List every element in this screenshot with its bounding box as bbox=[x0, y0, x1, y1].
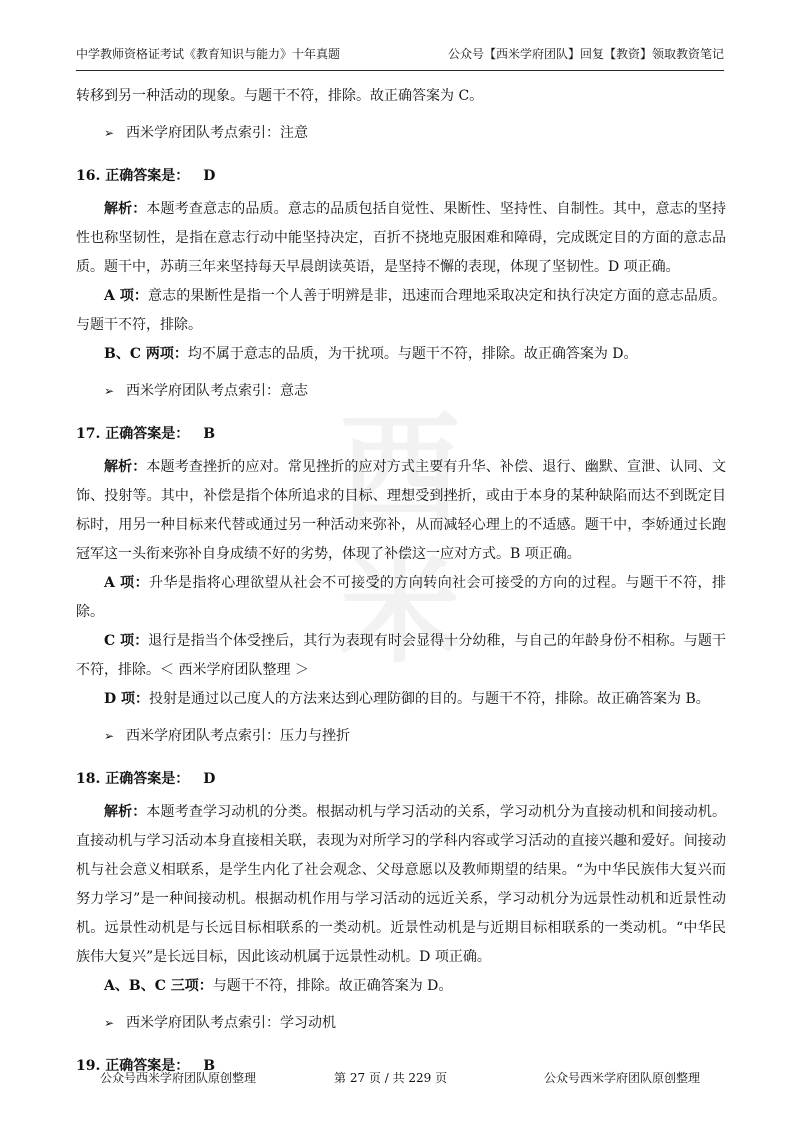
index-line-18: ➢ 西米学府团队考点索引：学习动机 bbox=[76, 1009, 726, 1038]
footer-right: 公众号西米学府团队原创整理 bbox=[543, 1071, 700, 1085]
page-header bbox=[76, 24, 724, 71]
watermark-logo: 西米 bbox=[340, 399, 460, 680]
intro-line: 转移到另一种活动的现象。与题干不符，排除。故正确答案为 C。 bbox=[76, 88, 484, 104]
answer-heading-17: 17. 正确答案是： B bbox=[76, 426, 216, 442]
header-title: 中学教师资格证考试《教育知识与能力》十年真题 bbox=[76, 47, 341, 61]
analysis-17: 解析：本题考查挫折的应对。常见挫折的应对方式主要有升华、补偿、退行、幽默、宣泄、认同、文饰、投射等。其中，补偿是指个体所追求的目标、理想受到挫折，或由于本身的某种缺陷而达不到既定目标时，用另一种目标来代替或通过另一种活动来弥补，从而减轻心理上的不适感。题干中，李娇通过长跑冠军这一头衔来弥补自身成绩不好的劣势，体现了补偿这一应对方式。B 项正确。 bbox=[76, 459, 727, 562]
index-line: ➢ 西米学府团队考点索引：注意 bbox=[76, 119, 726, 148]
option-bc-16: B、C 两项：均不属于意志的品质，为干扰项。与题干不符，排除。故正确答案为 D。 bbox=[104, 346, 638, 362]
footer-left: 公众号西米学府团队原创整理 bbox=[100, 1071, 257, 1085]
option-d-17: D 项：投射是通过以己度人的方法来达到心理防御的目的。与题干不符，排除。故正确答案为 B。 bbox=[104, 691, 710, 707]
arrow-bullet-icon: ➢ bbox=[104, 126, 115, 140]
answer-heading-16: 16. 正确答案是： D bbox=[76, 168, 216, 184]
header-promo: 公众号【西米学府团队】回复【教资】领取教资笔记 bbox=[447, 47, 724, 61]
answer-heading-18: 18. 正确答案是： D bbox=[76, 771, 216, 787]
arrow-bullet-icon: ➢ bbox=[104, 384, 115, 398]
analysis-16: 解析：本题考查意志的品质。意志的品质包括自觉性、果断性、坚持性、自制性。其中，意志的坚持性也称坚韧性，是指在意志行动中能坚持决定，百折不挠地克服困难和障碍，完成既定目的方面的意志品质。题干中，苏萌三年来坚持每天早晨朗读英语，是坚持不懈的表现，体现了坚韧性。D 项正确。 bbox=[76, 201, 727, 275]
arrow-bullet-icon: ➢ bbox=[104, 729, 115, 743]
answer-heading-19: 19. 正确答案是： B bbox=[76, 1058, 216, 1074]
index-line-17: ➢ 西米学府团队考点索引：压力与挫折 bbox=[76, 722, 726, 751]
option-a-16: A 项：意志的果断性是指一个人善于明辨是非，迅速而合理地采取决定和执行决定方面的意志品质。与题干不符，排除。 bbox=[76, 288, 726, 333]
page-number: 第 27 页 / 共 229 页 bbox=[334, 1071, 448, 1085]
page-content bbox=[76, 82, 726, 1085]
option-abc-18: A、B、C 三项：与题干不符，排除。故正确答案为 D。 bbox=[104, 978, 453, 994]
option-a-17: A 项：升华是指将心理欲望从社会不可接受的方向转向社会可接受的方向的过程。与题干不符，排除。 bbox=[76, 575, 726, 620]
arrow-bullet-icon: ➢ bbox=[104, 1016, 115, 1030]
analysis-18: 解析：本题考查学习动机的分类。根据动机与学习活动的关系，学习动机分为直接动机和间接动机。直接动机与学习活动本身直接相关联，表现为对所学习的学科内容或学习活动的直接兴趣和爱好。间接动机与社会意义相联系，是学生内化了社会观念、父母意愿以及教师期望的结果。“为中华民族伟大复兴而努力学习”是一种间接动机。根据动机作用与学习活动的远近关系，学习动机分为远景性动机和近景性动机。远景性动机是与长远目标相联系的一类动机。近景性动机是与近期目标相联系的一类动机。“中华民族伟大复兴”是长远目标，因此该动机属于远景性动机。D 项正确。 bbox=[76, 804, 727, 965]
page-footer bbox=[76, 1069, 724, 1089]
index-line-16: ➢ 西米学府团队考点索引：意志 bbox=[76, 377, 726, 406]
option-c-17: C 项：退行是指当个体受挫后，其行为表现有时会显得十分幼稚，与自己的年龄身份不相称。与题干不符，排除。＜ 西米学府团队整理 ＞ bbox=[76, 633, 726, 678]
